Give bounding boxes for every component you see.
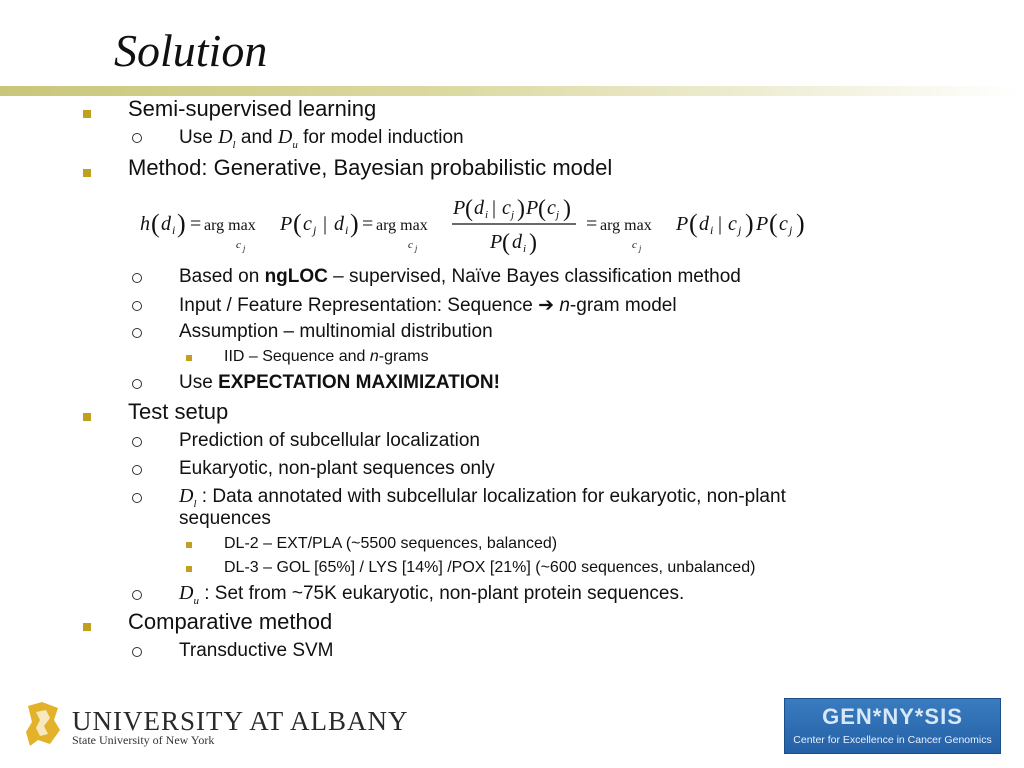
formula-P: P xyxy=(453,197,466,219)
formula-sub: j xyxy=(738,223,742,237)
bullet-circle-icon xyxy=(132,465,142,475)
text-segment: Use xyxy=(179,127,219,148)
bullet-square-small-icon xyxy=(186,566,192,572)
formula-P: P xyxy=(280,213,293,235)
formula-sub: c xyxy=(632,239,637,251)
partner-logo xyxy=(784,698,1001,754)
bold-term: ngLOC xyxy=(264,266,328,287)
bullet-level2 xyxy=(179,294,677,317)
svg-text:): ) xyxy=(796,209,805,238)
text-segment: Use xyxy=(179,372,219,393)
svg-text:): ) xyxy=(350,209,359,238)
bullet-square-icon xyxy=(83,623,91,631)
svg-text:(: ( xyxy=(465,196,473,222)
text-segment: Input / Feature Representation: Sequence xyxy=(179,295,539,316)
bullet-circle-icon xyxy=(132,379,142,389)
bullet-level2 xyxy=(179,372,500,394)
bullet-square-icon xyxy=(83,110,91,118)
formula-P: P xyxy=(490,231,503,253)
text-segment: for model induction xyxy=(297,127,464,148)
bullet-circle-icon xyxy=(132,647,142,657)
svg-text:): ) xyxy=(177,209,186,238)
formula-equals: = xyxy=(586,213,598,235)
text-segment: – supervised, Naïve Bayes classification method xyxy=(327,266,741,287)
formula-bar: | xyxy=(323,213,328,235)
formula-equals: = xyxy=(362,213,374,235)
bullet-square-small-icon xyxy=(186,355,192,361)
formula-P: P xyxy=(756,213,769,235)
svg-text:): ) xyxy=(529,230,537,256)
formula-c: c xyxy=(303,213,312,235)
formula-d: d xyxy=(474,197,484,219)
svg-text:): ) xyxy=(745,209,754,238)
text-segment: : Data annotated with subcellular localization for eukaryotic, non-plant xyxy=(196,486,786,507)
partner-name: GEN*NY*SIS xyxy=(822,704,963,729)
formula-c: c xyxy=(547,197,556,219)
formula-sub: i xyxy=(485,209,489,221)
bullet-level3 xyxy=(224,348,429,366)
text-segment: and xyxy=(235,127,278,148)
svg-text:(: ( xyxy=(689,209,698,238)
formula-sub: j xyxy=(639,244,642,253)
formula-sub: j xyxy=(789,223,793,237)
formula-sub: c xyxy=(236,239,241,251)
formula-d: d xyxy=(512,231,522,253)
bullet-level2 xyxy=(179,126,464,151)
formula-d: d xyxy=(699,213,709,235)
svg-text:(: ( xyxy=(151,209,160,238)
formula-sub: j xyxy=(511,209,515,221)
bullet-level1: Comparative method xyxy=(128,609,333,634)
bullet-circle-icon xyxy=(132,493,142,503)
formula-equals: = xyxy=(190,213,202,235)
text-segment: IID – Sequence and xyxy=(224,348,370,365)
bullet-level2: Prediction of subcellular localization xyxy=(179,430,480,451)
formula-d: d xyxy=(334,213,344,235)
text-segment: Based on xyxy=(179,266,265,287)
italic-term: n xyxy=(559,295,570,316)
bullet-square-icon xyxy=(83,413,91,421)
bullet-level1: Test setup xyxy=(128,399,229,424)
bullet-level2 xyxy=(179,485,786,510)
svg-text:(: ( xyxy=(769,209,778,238)
formula-sub: j xyxy=(313,223,317,237)
math-var: $D_u$ xyxy=(179,582,199,607)
formula-sub: i xyxy=(710,223,714,237)
bullet-circle-icon xyxy=(132,301,142,311)
math-var: $D_u$ xyxy=(277,126,298,151)
formula-sub: j xyxy=(243,244,246,253)
formula-argmax: arg max xyxy=(376,217,428,234)
slide-title: Solution xyxy=(114,25,268,76)
bullet-level1: Method: Generative, Bayesian probabilistic model xyxy=(128,155,613,180)
text-segment: -gram model xyxy=(569,295,677,316)
formula-c: c xyxy=(502,197,511,219)
bullet-circle-icon xyxy=(132,590,142,600)
text-segment: -grams xyxy=(378,348,429,365)
italic-term: n xyxy=(369,348,379,365)
university-subtitle: State University of New York xyxy=(72,733,215,747)
bullet-level2 xyxy=(179,582,684,607)
formula-argmax: arg max xyxy=(600,217,652,234)
bullet-level2-continuation: sequences xyxy=(179,508,271,529)
formula-d: d xyxy=(161,213,171,235)
svg-text:(: ( xyxy=(502,230,510,256)
formula-sub: i xyxy=(345,223,349,237)
bullet-circle-icon xyxy=(132,133,142,143)
university-name: UNIVERSITY AT ALBANY xyxy=(72,706,409,736)
math-var: $D_l$ xyxy=(218,126,236,151)
bullet-level2: Transductive SVM xyxy=(179,640,334,661)
svg-text:(: ( xyxy=(538,196,546,222)
bullet-circle-icon xyxy=(132,328,142,338)
bullet-circle-icon xyxy=(132,437,142,447)
formula-P: P xyxy=(676,213,689,235)
bullet-level1: Semi-supervised learning xyxy=(128,96,377,121)
bayes-formula xyxy=(140,194,830,258)
formula-sub: i xyxy=(523,243,527,255)
math-var: $D_l$ xyxy=(179,485,197,510)
formula-bar: | xyxy=(718,213,723,235)
partner-subtitle: Center for Excellence in Cancer Genomics xyxy=(793,734,992,746)
bullet-level2: Eukaryotic, non-plant sequences only xyxy=(179,458,495,479)
bullet-level2: Assumption – multinomial distribution xyxy=(179,321,493,342)
svg-text:): ) xyxy=(517,196,525,222)
formula-argmax: arg max xyxy=(204,217,256,234)
formula-bar: | xyxy=(492,197,497,219)
formula-sub: c xyxy=(408,239,413,251)
bullet-level2 xyxy=(179,266,741,288)
bold-term: EXPECTATION MAXIMIZATION! xyxy=(218,372,500,393)
bullet-level3: DL-3 – GOL [65%] / LYS [14%] /POX [21%] (~600 sequences, unbalanced) xyxy=(224,559,756,576)
formula-h: h xyxy=(140,213,150,235)
bullet-square-icon xyxy=(83,169,91,177)
svg-text:(: ( xyxy=(293,209,302,238)
formula-sub: j xyxy=(415,244,418,253)
text-segment: : Set from ~75K eukaryotic, non-plant protein sequences. xyxy=(198,583,685,604)
formula-sub: j xyxy=(556,209,560,221)
bullet-square-small-icon xyxy=(186,542,192,548)
bullet-circle-icon xyxy=(132,273,142,283)
formula-P: P xyxy=(526,197,539,219)
title-underline-bar xyxy=(0,86,1024,96)
svg-text:): ) xyxy=(563,196,571,222)
university-seal-icon xyxy=(22,700,64,748)
formula-c: c xyxy=(779,213,788,235)
formula-sub: i xyxy=(172,223,176,237)
bullet-level3: DL-2 – EXT/PLA (~5500 sequences, balanced) xyxy=(224,535,558,552)
formula-c: c xyxy=(728,213,737,235)
arrow-right-icon: ➔ xyxy=(538,295,555,316)
